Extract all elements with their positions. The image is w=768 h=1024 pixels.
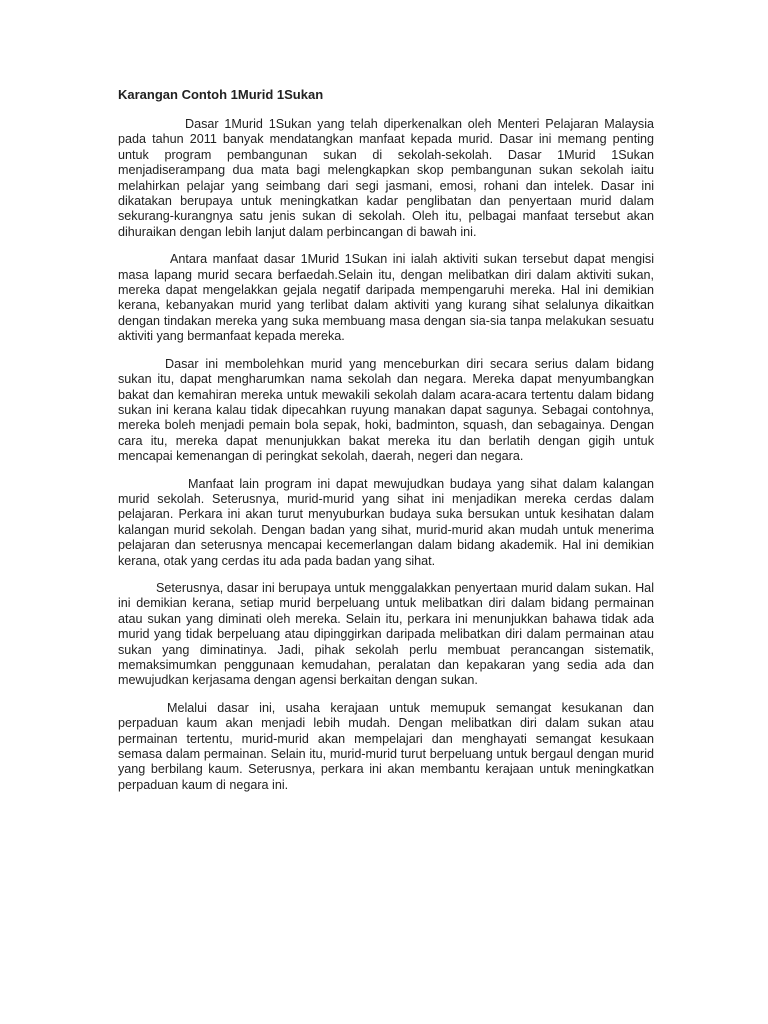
paragraph-healthy-culture: Manfaat lain program ini dapat mewujudkan budaya yang sihat dalam kalangan murid sekolah. Seterusnya, murid-murid yang sihat ini menjadikan mereka cerdas dalam pelajaran. Perkara ini akan turut menyuburkan budaya suka bersukan untuk kesihatan dalam kalangan murid sekolah. Dengan badan yang sihat, murid-murid akan mudah untuk menerima pelajaran dan seterusnya mencapai kecemerlangan dalam bidang akademik. Hal ini demikian kerana, otak yang cerdas itu ada pada badan yang sihat. [118, 476, 654, 568]
paragraph-participation: Seterusnya, dasar ini berupaya untuk menggalakkan penyertaan murid dalam sukan. Hal ini demikian kerana, setiap murid berpeluang untuk melibatkan diri dalam bidang permainan atau sukan yang diminati oleh mereka. Selain itu, perkara ini menunjukkan bahawa tidak ada murid yang tidak berpeluang atau dipinggirkan daripada melibatkan diri dalam permainan atau sukan yang diminatinya. Jadi, pihak sekolah perlu membuat perancangan sistematik, memaksimumkan penggunaan kemudahan, peralatan dan kepakaran yang sedia ada dan mewujudkan kerjasama dengan agensi berkaitan dengan sukan. [118, 580, 654, 688]
document-page [118, 86, 654, 805]
paragraph-unity: Melalui dasar ini, usaha kerajaan untuk memupuk semangat kesukanan dan perpaduan kaum akan menjadi lebih mudah. Dengan melibatkan diri dalam sukan atau permainan tertentu, murid-murid akan mempelajari dan menghayati semangat kesukaan semasa dalam permainan. Selain itu, murid-murid turut berpeluang untuk bergaul dengan murid yang berbilang kaum. Seterusnya, perkara ini akan membantu kerajaan untuk meningkatkan perpaduan kaum di negara ini. [118, 700, 654, 792]
paragraph-leisure-time: Antara manfaat dasar 1Murid 1Sukan ini ialah aktiviti sukan tersebut dapat mengisi masa lapang murid secara berfaedah.Selain itu, dengan melibatkan diri dalam aktiviti sukan, mereka dapat mengelakkan gejala negatif daripada mempengaruhi mereka. Hal ini demikian kerana, kebanyakan murid yang terlibat dalam aktiviti yang kurang sihat selalunya dikaitkan dengan tindakan mereka yang suka membuang masa dengan sia-sia tanpa melakukan sesuatu aktiviti yang bermanfaat kepada mereka. [118, 252, 654, 344]
paragraph-school-pride: Dasar ini membolehkan murid yang menceburkan diri secara serius dalam bidang sukan itu, dapat mengharumkan nama sekolah dan negara. Mereka dapat menyumbangkan bakat dan kemahiran mereka untuk mewakili sekolah dalam acara-acara tertentu dalam bidang sukan ini kerana kalau tidak dipecahkan ruyung manakan dapat sagunya. Sebagai contohnya, mereka boleh menjadi pemain bola sepak, hoki, badminton, squash, dan sebagainya. Dengan cara itu, mereka dapat menunjukkan bakat mereka itu dan berlatih dengan gigih untuk mencapai kemenangan di peringkat sekolah, daerah, negeri dan negara. [118, 356, 654, 464]
document-title: Karangan Contoh 1Murid 1Sukan [118, 87, 324, 102]
paragraph-intro: Dasar 1Murid 1Sukan yang telah diperkenalkan oleh Menteri Pelajaran Malaysia pada tahun 2011 banyak mendatangkan manfaat kepada murid. Dasar ini memang penting untuk program pembangunan sukan di sekolah-sekolah. Dasar 1Murid 1Sukan menjadiserampang dua mata bagi melengkapkan skop pembangunan sukan sekolah iaitu melahirkan pelajar yang seimbang dari segi jasmani, emosi, rohani dan intelek. Dasar ini dikatakan berupaya untuk meningkatkan kadar penglibatan dan penyertaan murid dalam sekurang-kurangnya satu jenis sukan di sekolah. Oleh itu, pelbagai manfaat tersebut akan dihuraikan dengan lebih lanjut dalam perbincangan di bawah ini. [118, 117, 654, 239]
